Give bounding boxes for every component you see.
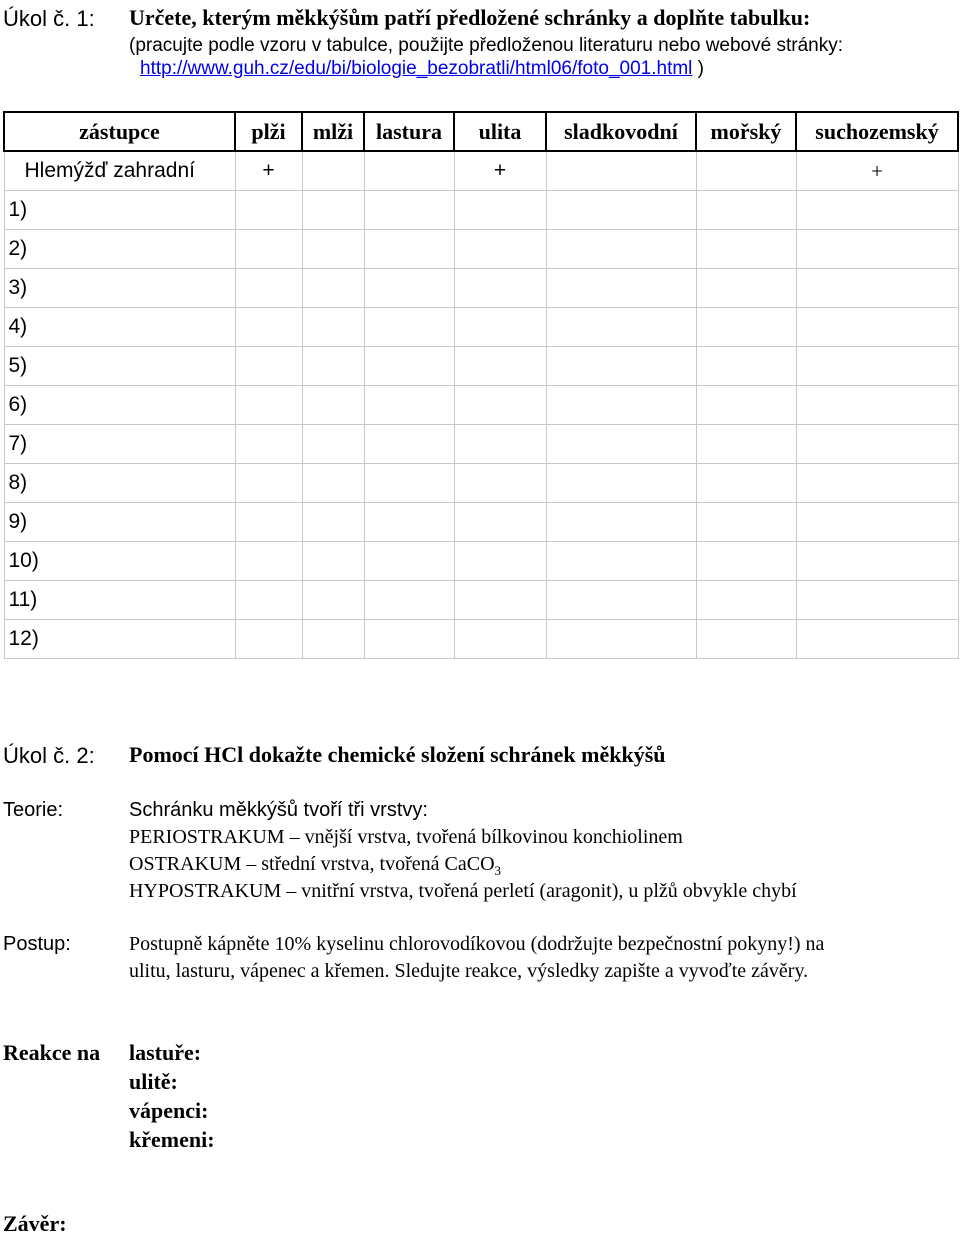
- fill-cell[interactable]: [796, 581, 958, 620]
- fill-cell[interactable]: [696, 620, 796, 659]
- fill-cell[interactable]: [696, 542, 796, 581]
- example-name: Hlemýžď zahradní: [4, 151, 235, 191]
- fill-cell[interactable]: [796, 464, 958, 503]
- table-row: [4, 425, 958, 464]
- example-cell: [546, 151, 696, 191]
- fill-cell[interactable]: [696, 581, 796, 620]
- fill-cell[interactable]: [454, 425, 546, 464]
- fill-cell[interactable]: [546, 191, 696, 230]
- fill-cell[interactable]: [546, 347, 696, 386]
- fill-cell[interactable]: [546, 581, 696, 620]
- fill-cell[interactable]: [235, 542, 302, 581]
- fill-cell[interactable]: [454, 191, 546, 230]
- fill-cell[interactable]: [546, 425, 696, 464]
- fill-cell[interactable]: [546, 386, 696, 425]
- fill-cell[interactable]: [235, 581, 302, 620]
- fill-cell[interactable]: [696, 269, 796, 308]
- fill-cell[interactable]: [235, 425, 302, 464]
- header-cell-plzi: plži: [235, 112, 302, 151]
- fill-cell[interactable]: [302, 191, 364, 230]
- task1-link-line: [140, 58, 704, 80]
- fill-cell[interactable]: [364, 191, 454, 230]
- row-number: 6): [4, 386, 235, 425]
- fill-cell[interactable]: [235, 308, 302, 347]
- fill-cell[interactable]: [454, 230, 546, 269]
- row-number: 11): [4, 581, 235, 620]
- fill-cell[interactable]: [302, 503, 364, 542]
- fill-cell[interactable]: [454, 347, 546, 386]
- fill-cell[interactable]: [696, 230, 796, 269]
- fill-cell[interactable]: [364, 425, 454, 464]
- fill-cell[interactable]: [454, 503, 546, 542]
- fill-cell[interactable]: [796, 425, 958, 464]
- example-cell: [302, 151, 364, 191]
- row-number: 12): [4, 620, 235, 659]
- fill-cell[interactable]: [302, 620, 364, 659]
- fill-cell[interactable]: [364, 542, 454, 581]
- table-row: [4, 620, 958, 659]
- source-link[interactable]: http://www.guh.cz/edu/bi/biologie_bezobratli/html06/foto_001.html: [140, 58, 693, 79]
- fill-cell[interactable]: [696, 386, 796, 425]
- fill-cell[interactable]: [796, 308, 958, 347]
- fill-cell[interactable]: [796, 230, 958, 269]
- table-row: [4, 308, 958, 347]
- header-cell-zastupce: zástupce: [4, 112, 235, 151]
- table-row: [4, 503, 958, 542]
- fill-cell[interactable]: [796, 503, 958, 542]
- row-number: 5): [4, 347, 235, 386]
- table-row: [4, 269, 958, 308]
- reaction-item-lastura: lastuře:: [129, 1040, 202, 1065]
- table-row: [4, 464, 958, 503]
- row-number: 3): [4, 269, 235, 308]
- fill-cell[interactable]: [696, 191, 796, 230]
- table-row: [4, 230, 958, 269]
- header-cell-suchozemsky: suchozemský: [796, 112, 958, 151]
- fill-cell[interactable]: [235, 230, 302, 269]
- example-cell: +: [454, 151, 546, 191]
- fill-cell[interactable]: [364, 347, 454, 386]
- fill-cell[interactable]: [302, 386, 364, 425]
- row-number: 9): [4, 503, 235, 542]
- fill-cell[interactable]: [546, 620, 696, 659]
- fill-cell[interactable]: [364, 386, 454, 425]
- fill-cell[interactable]: [696, 308, 796, 347]
- fill-cell[interactable]: [796, 269, 958, 308]
- fill-cell[interactable]: [235, 347, 302, 386]
- reaction-item-ulita: ulitě:: [129, 1069, 178, 1094]
- fill-cell[interactable]: [454, 269, 546, 308]
- fill-cell[interactable]: [546, 308, 696, 347]
- fill-cell[interactable]: [454, 542, 546, 581]
- fill-cell[interactable]: [235, 503, 302, 542]
- fill-cell[interactable]: [235, 620, 302, 659]
- fill-cell[interactable]: [796, 386, 958, 425]
- fill-cell[interactable]: [546, 230, 696, 269]
- header-cell-morsky: mořský: [696, 112, 796, 151]
- reactions-label: Reakce na: [3, 1040, 101, 1065]
- task2-label: Úkol č. 2:: [3, 743, 95, 768]
- task1-label: Úkol č. 1:: [3, 6, 95, 31]
- theory-label: Teorie:: [3, 799, 64, 821]
- header-cell-lastura: lastura: [364, 112, 454, 151]
- task1-title: Určete, kterým měkkýšům patří předložené schránky a doplňte tabulku:: [129, 5, 811, 30]
- header-cell-ulita: ulita: [454, 112, 546, 151]
- table-row: [4, 347, 958, 386]
- fill-cell[interactable]: [454, 308, 546, 347]
- fill-cell[interactable]: [235, 269, 302, 308]
- fill-cell[interactable]: [235, 191, 302, 230]
- fill-cell[interactable]: [364, 620, 454, 659]
- fill-cell[interactable]: [302, 269, 364, 308]
- fill-cell[interactable]: [546, 269, 696, 308]
- procedure-line-2: ulitu, lasturu, vápenec a křemen. Sledujte reakce, výsledky zapište a vyvoďte závěry.: [129, 960, 809, 982]
- row-number: 7): [4, 425, 235, 464]
- row-number: 4): [4, 308, 235, 347]
- mollusc-table: [3, 111, 959, 659]
- fill-cell[interactable]: [302, 230, 364, 269]
- reaction-item-kremen: křemeni:: [129, 1127, 215, 1152]
- fill-cell[interactable]: [302, 581, 364, 620]
- fill-cell[interactable]: [796, 347, 958, 386]
- procedure-label: Postup:: [3, 933, 71, 955]
- conclusion-label: Závěr:: [3, 1211, 67, 1236]
- example-cell: +: [796, 151, 958, 191]
- fill-cell[interactable]: [546, 542, 696, 581]
- formula-subscript: 3: [494, 863, 502, 878]
- row-number: 8): [4, 464, 235, 503]
- fill-cell[interactable]: [364, 581, 454, 620]
- example-cell: +: [235, 151, 302, 191]
- fill-cell[interactable]: [454, 581, 546, 620]
- reaction-item-vapenec: vápenci:: [129, 1098, 209, 1123]
- table-header-row: [4, 112, 958, 151]
- theory-layer-periostrakum: PERIOSTRAKUM – vnější vrstva, tvořená bílkovinou konchiolinem: [129, 826, 683, 848]
- theory-intro: Schránku měkkýšů tvoří tři vrstvy:: [129, 799, 428, 821]
- fill-cell[interactable]: [796, 191, 958, 230]
- fill-cell[interactable]: [696, 464, 796, 503]
- fill-cell[interactable]: [796, 620, 958, 659]
- fill-cell[interactable]: [302, 542, 364, 581]
- procedure-line-1: Postupně kápněte 10% kyselinu chlorovodíkovou (dodržujte bezpečnostní pokyny!) na: [129, 933, 825, 955]
- task1-subtitle: (pracujte podle vzoru v tabulce, použijte předloženou literaturu nebo webové stránky:: [129, 35, 843, 56]
- fill-cell[interactable]: [302, 425, 364, 464]
- fill-cell[interactable]: [696, 425, 796, 464]
- fill-cell[interactable]: [364, 308, 454, 347]
- fill-cell[interactable]: [302, 308, 364, 347]
- fill-cell[interactable]: [454, 464, 546, 503]
- row-number: 1): [4, 191, 235, 230]
- fill-cell[interactable]: [364, 503, 454, 542]
- header-cell-mlzi: mlži: [302, 112, 364, 151]
- link-tail: ): [692, 58, 705, 79]
- fill-cell[interactable]: [235, 386, 302, 425]
- fill-cell[interactable]: [235, 464, 302, 503]
- fill-cell[interactable]: [546, 464, 696, 503]
- table-row: [4, 542, 958, 581]
- theory-layer-ostrakum: [129, 853, 501, 879]
- fill-cell[interactable]: [454, 386, 546, 425]
- fill-cell[interactable]: [302, 347, 364, 386]
- example-row: [4, 151, 958, 191]
- table-row: [4, 386, 958, 425]
- fill-cell[interactable]: [696, 503, 796, 542]
- example-cell: [696, 151, 796, 191]
- fill-cell[interactable]: [696, 347, 796, 386]
- header-cell-sladkovodni: sladkovodní: [546, 112, 696, 151]
- theory-layer-ostrakum-text: OSTRAKUM – střední vrstva, tvořená CaCO: [129, 853, 495, 875]
- fill-cell[interactable]: [302, 464, 364, 503]
- row-number: 2): [4, 230, 235, 269]
- fill-cell[interactable]: [364, 464, 454, 503]
- fill-cell[interactable]: [364, 230, 454, 269]
- fill-cell[interactable]: [796, 542, 958, 581]
- table-row: [4, 581, 958, 620]
- fill-cell[interactable]: [364, 269, 454, 308]
- example-cell: [364, 151, 454, 191]
- table-row: [4, 191, 958, 230]
- task2-title: Pomocí HCl dokažte chemické složení schránek měkkýšů: [129, 742, 666, 767]
- theory-layer-hypostrakum: HYPOSTRAKUM – vnitřní vrstva, tvořená perletí (aragonit), u plžů obvykle chybí: [129, 880, 797, 902]
- fill-cell[interactable]: [454, 620, 546, 659]
- fill-cell[interactable]: [546, 503, 696, 542]
- row-number: 10): [4, 542, 235, 581]
